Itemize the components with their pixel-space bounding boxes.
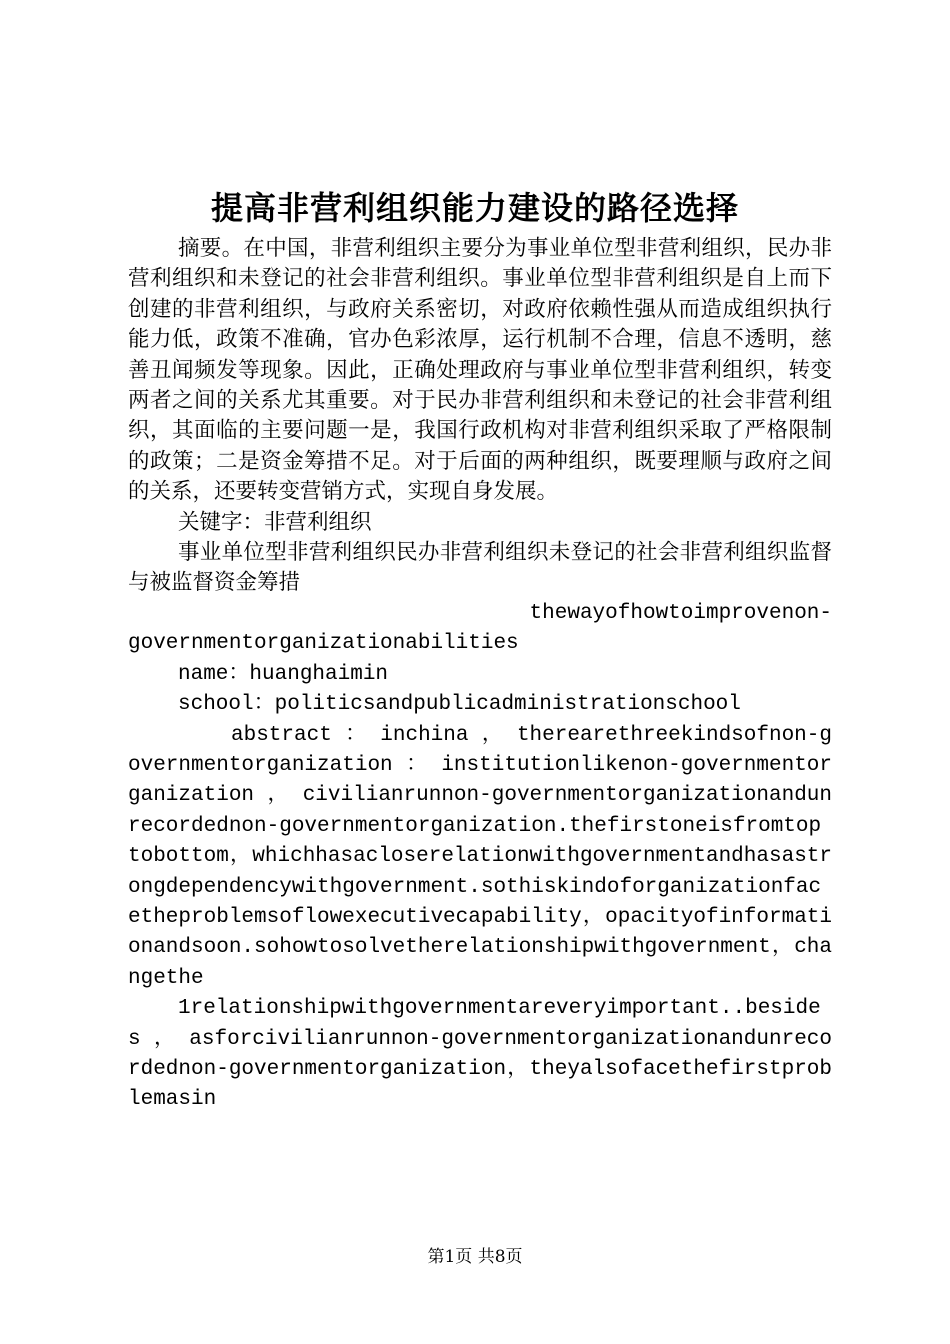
abstract-chinese: 摘要。在中国，非营利组织主要分为事业单位型非营利组织，民办非营利组织和未登记的社会非营利组织。事业单位型非营利组织是自上而下创建的非营利组织，与政府关系密切，对政府依赖性强从而造成组织执行能力低，政策不准确，官办色彩浓厚，运行机制不合理，信息不透明，慈善丑闻频发等现象。因此，正确处理政府与事业单位型非营利组织，转变两者之间的关系尤其重要。对于民办非营利组织和未登记的社会非营利组织，其面临的主要问题一是，我国行政机构对非营利组织采取了严格限制的政策；二是资金筹措不足。对于后面的两种组织，既要理顺与政府之间的关系，还要转变营销方式，实现自身发展。: [128, 236, 832, 505]
abstract-english: abstract ： inchina ， therearethreekindsofnon-governmentorganization ： institutionlikenon-governmentorganization ， civilianrunnon-governmentorganizationandunrecordednon-governmentorganization.thefirstoneisfromtoptobottom，whichhasacloserelationwithgovernmentandhasastrongdependencywithgovernment.sothiskindoforganizationfacetheproblemsoflowexecutivecapability，opacityofinformationandsoon.sohowtosolvetherelationshipwithgovernment，changethe: [128, 723, 832, 990]
keywords-label: 关键字：非营利组织: [178, 509, 372, 535]
english-title-line1: thewayofhowtoimprovenon-: [529, 601, 832, 625]
abstract-english-continued: 1relationshipwithgovernmentareveryimportant..besides ， asforcivilianrunnon-governmentorganizationandunrecordednon-governmentorganization，theyalsofacethefirstproblemasin: [128, 997, 832, 1112]
page-number: 第1页 共8页: [427, 1247, 523, 1267]
keywords-list: 事业单位型非营利组织民办非营利组织未登记的社会非营利组织监督与被监督资金筹措: [128, 540, 832, 596]
document-title: 提高非营利组织能力建设的路径选择: [210, 189, 739, 227]
author-name: name：huanghaimin: [178, 662, 389, 686]
english-title-line2: governmentorganizationabilities: [128, 632, 519, 656]
document-body: [128, 234, 832, 1116]
author-school: school：politicsandpublicadministrationschool: [178, 693, 741, 717]
